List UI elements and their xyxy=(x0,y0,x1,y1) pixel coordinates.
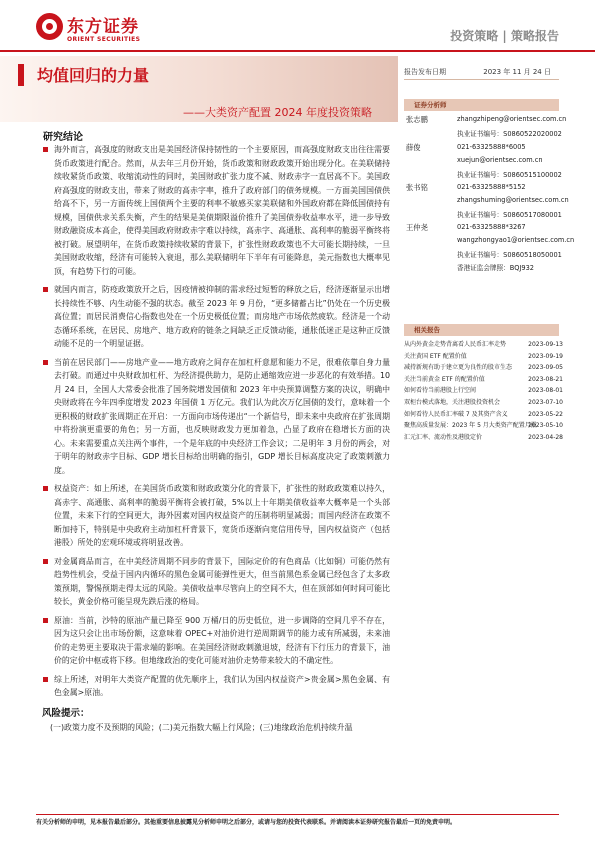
related-report-title: 从内外黄金走势背离看人民币汇率走势 xyxy=(404,341,507,348)
related-report-title: 聚焦高质量发展：2023 年 5 月大类资产配置月报 xyxy=(404,422,537,430)
related-report-item[interactable] xyxy=(404,362,563,374)
related-report-date: 2023-07-10 xyxy=(528,398,563,406)
paragraph-domestic: 就国内而言，防疫政策放开之后，因疫情被抑制的需求经过短暂的释放之后，经济逐渐显示出增长持续性不够、内生动能不强的状态。截至 2023 年 9 月份，“更多储蓄占比”仍处在一个历史极高位置；而居民消费信心指数也处在一个历史极低位置；而房地产市场依然疲软。经济是一个动态循环系统，在居民、房地产、地方政府的链条之间缺乏正反馈动能，通胀低迷正是这种正反馈动能不足的一个明显证据。 xyxy=(38,283,390,351)
section-heading: 研究结论 xyxy=(43,132,83,143)
paragraph-metals: 对金属商品而言，在中美经济周期不同步的背景下，国际定价的有色商品（比如铜）可能仍然有趋势性机会，受益于国内内循环的黑色金属可能弹性更大，但当前黑色系金属已经包含了太多政策预期，警惕预期走得太远的风险。美债收益率尽管向上的空间不大，但在顶部如何时间可能比较长，黄金价格可能呈现先跌后涨的格局。 xyxy=(38,555,390,609)
analyst-entry xyxy=(404,223,575,277)
risk-heading: 风险提示： xyxy=(42,707,90,719)
related-report-title: 关注黄国 ETF 配置价值 xyxy=(404,352,467,360)
related-report-date: 2023-05-10 xyxy=(528,422,563,430)
related-report-title: 如何看待人民币汇率破 7 及其资产含义 xyxy=(404,410,508,418)
analyst-license: 执业证书编号：S0860518050001 xyxy=(457,251,562,259)
report-title: 均值回归的力量 xyxy=(37,66,150,85)
related-report-date: 2023-05-22 xyxy=(528,410,563,418)
related-report-date: 2023-09-05 xyxy=(528,364,563,372)
risk-text: (一)政策力度不及预期的风险；(二)美元指数大幅上行风险；(三)地缘政治危机持续升温 xyxy=(50,722,353,732)
analyst-email: xuejun@orientsec.com.cn xyxy=(457,156,543,164)
paragraph-equity: 权益资产：如上所述，在美国货币政策和财政政策分化的背景下，扩张性的财政政策难以持久，高赤字、高通胀、高利率的脆弱平衡将会被打破，5%以上十年期美债收益率大概率是一个头部位置，未来下行的空间更大，海外因素对国内权益资产的压制将明显减弱；而国内经济在政策不断加持下，特别是中央政府主动加杠杆背景下，宽货币逐渐向宽信用传导，国内权益资产（包括港股）所处的宏观环境或将明显改善。 xyxy=(38,482,390,550)
related-report-item[interactable] xyxy=(404,409,563,421)
related-report-date: 2023-09-19 xyxy=(528,352,563,360)
related-report-title: 减持新规有助于建立更为良性的股市生态 xyxy=(404,364,513,372)
analyst-phone: 021-63325888*5152 xyxy=(457,183,526,191)
related-report-item[interactable] xyxy=(404,351,563,363)
paragraph-overseas: 海外而言，高强度的财政支出是美国经济保持韧性的一个主要原因，而高强度财政支出往往需要货币政策进行配合。然而，从去年三月份开始，货币政策和财政政策开始出现分化。在美联储持续收紧货币政策、收缩流动性的同时，美国财政扩张力度不减、财政赤字一直居高不下。美国政府高强度的财政支出，带来了财政的高赤字率，推升了政府部门的债务规模。一方面美国国债供给高不下，另一方面传统上国债两个主要的利率不敏感买家美联储和外国政府都在降低国债持有规模，国债供求关系失衡，产生的结果是美债期限溢价推升了美国债券收益率水平，进一步导致财政融资成本高企，使得美国政府财政赤字难以持续，高赤字、高通胀、高利率的脆弱平衡终将被打破。展望明年，在货币政策持续收紧的背景下，扩张性财政政策也不大可能长期持续，一旦美国财政收缩，经济有可能转入衰退，那么美联储明年下半年有可能降息，美元指数也大概率见顶，有趋势下行的可能。 xyxy=(38,143,390,278)
publish-date-label: 报告发布日期 xyxy=(404,68,446,76)
sidebar-divider xyxy=(404,79,559,80)
related-report-date: 2023-09-13 xyxy=(528,341,563,348)
logo-chinese-name: 东方证券 xyxy=(67,17,139,37)
analyst-license: 执业证书编号：S0860522020002 xyxy=(457,130,562,138)
analyst-email: wangzhongyao1@orientsec.com.cn xyxy=(457,236,575,244)
related-report-date: 2023-08-21 xyxy=(528,375,563,383)
related-report-title: 如何看待当前港股上行空间 xyxy=(404,387,477,395)
paragraph-fiscal: 当前在居民部门——房地产业——地方政府之间存在加杠杆意愿和能力不足，很难依靠自身力量去打破。而通过中央财政加杠杆、为经济提供助力，是防止通缩效应进一步恶化的有效举措。10 月 24 日，全国人大常委会批准了国务院增发国债和 2023 年中央预算调整方案的决议，明确中央财政将在今年四季度增发 2023 年国债 1 万亿元。我们认为此次万亿国债的发行，意味着一个更积极的财政扩张周期正在开启：一方面向市场传递出“一个新信号，即未来中央政府在扩张周期中将扮演更重要的角色；另一方面，也反映财政发力更加着急，凸显了政府在稳增长方面的决心。未来需要重点关注两个事件，一个是年底的中央经济工作会议；二是明年 3 月份的两会，对于明年的财政赤字目标、GDP 增长目标给出明确的指引，GDP 增长目标高度决定了政策刺激力度。 xyxy=(38,356,390,478)
analyst-name: 王仲尧 xyxy=(406,223,428,232)
related-reports-header: 相关报告 xyxy=(404,324,559,336)
related-report-item[interactable] xyxy=(404,339,563,351)
logo-english-name: ORIENT SECURITIES xyxy=(67,36,141,43)
analyst-name: 薛俊 xyxy=(406,143,421,152)
report-category: 投资策略 | 策略报告 xyxy=(450,29,559,43)
analyst-hk-license: 香港证监会牌照：BQJ932 xyxy=(457,264,534,272)
footer-disclaimer: 有关分析师的申明，见本报告最后部分。其他重要信息披露见分析师申明之后部分，或请与您的投资代表联系。并请阅读本证券研究报告最后一页的免责申明。 xyxy=(36,819,457,826)
title-accent-bar xyxy=(18,64,24,86)
analyst-entry xyxy=(404,143,564,183)
related-report-title: 双柜台模式落地，关注港股投资机会 xyxy=(404,398,501,406)
related-reports-list xyxy=(404,339,563,443)
analyst-phone: 021-63325888*3267 xyxy=(457,223,526,231)
analyst-entry xyxy=(404,115,567,145)
report-subtitle: ——大类资产配置 2024 年度投资策略 xyxy=(183,106,372,119)
related-report-item[interactable] xyxy=(404,385,563,397)
analyst-name: 张书铭 xyxy=(406,183,428,192)
company-logo xyxy=(36,11,156,51)
related-report-date: 2023-08-01 xyxy=(528,387,563,395)
analyst-license: 执业证书编号：S0860517080001 xyxy=(457,211,562,219)
header-divider xyxy=(0,50,595,52)
footer-divider xyxy=(36,814,559,815)
paragraph-oil: 原油：当前，沙特的原油产量已降至 900 万桶/日的历史低位，进一步调降的空间几乎不存在，因为这只会让出市场份额，这意味着 OPEC+对油价进行逆周期调节的能力或有所减弱，未来油价的走势更主要取决于需求端的影响。在美国经济财政刺激退坡，经济有下行压力的背景下，油价的定价中枢或将下移。但地缘政治的变化可能对油价走势带来较大的不确定性。 xyxy=(38,614,390,668)
analyst-email: zhangshuming@orientsec.com.cn xyxy=(457,196,569,204)
paragraph-summary: 综上所述，对明年大类资产配置的优先顺序上，我们认为国内权益资产>贵金属>黑色金属、有色金属>原油。 xyxy=(38,673,390,700)
related-report-title: 关注当前黄金 ETF 的配置价值 xyxy=(404,375,485,383)
publish-date: 2023 年 11 月 24 日 xyxy=(483,68,551,76)
logo-mark-icon xyxy=(36,13,63,40)
related-report-date: 2023-04-28 xyxy=(528,433,563,441)
related-report-item[interactable] xyxy=(404,374,563,386)
analyst-phone: 021-63325888*6005 xyxy=(457,143,526,151)
analyst-name: 张志鹏 xyxy=(406,115,428,124)
related-report-item[interactable] xyxy=(404,420,563,432)
analyst-entry xyxy=(404,183,569,223)
research-conclusions xyxy=(38,143,390,734)
related-report-item[interactable] xyxy=(404,432,563,444)
related-report-title: 汇元汇率、流动性及港股定价 xyxy=(404,433,483,441)
analyst-license: 执业证书编号：S0860515100002 xyxy=(457,171,562,179)
related-report-item[interactable] xyxy=(404,397,563,409)
analyst-email: zhangzhipeng@orientsec.com.cn xyxy=(457,115,567,123)
analyst-header: 证券分析师 xyxy=(404,99,559,111)
